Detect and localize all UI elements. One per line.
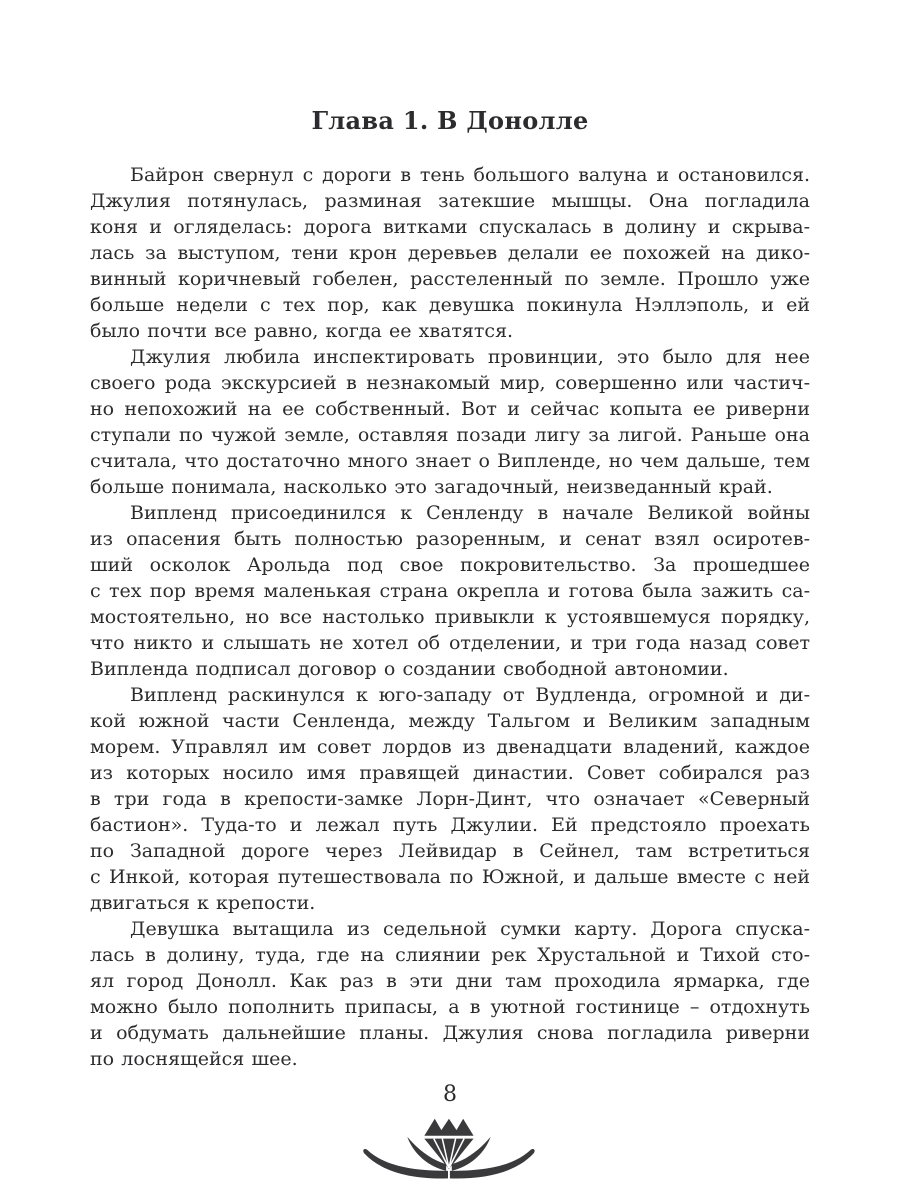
diamond-lotus-ornament [358, 1112, 538, 1188]
text-line: бастион». Туда-то и лежал путь Джулии. Ей предстояло проехать [90, 814, 810, 836]
text-line: своего рода экскурсией в незнакомый мир, совершенно или частич- [90, 372, 810, 394]
text-line: лась в долину, туда, где на слиянии рек Хрустальной и Тихой сто- [90, 944, 810, 966]
text-line: по Западной дороге через Лейвидар в Сейнел, там встретиться [90, 840, 810, 862]
text-line: морем. Управлял им совет лордов из двенадцати владений, каждое [90, 736, 810, 758]
text-line: с тех пор время маленькая страна окрепла и готова была зажить са- [90, 580, 810, 602]
text-line: можно было пополнить припасы, а в уютной гостинице – отдохнуть [90, 996, 810, 1018]
text-line: Випленда подписал договор о создании свободной автономии. [90, 658, 729, 680]
text-line: Джулия любила инспектировать провинции, это было для нее [130, 346, 810, 368]
text-line: Байрон свернул с дороги в тень большого валуна и остановился. [130, 164, 810, 186]
text-line: больше понимала, насколько это загадочный, неизведанный край. [90, 476, 773, 498]
paragraph [90, 162, 810, 344]
text-line: Випленд присоединился к Сенленду в начале Великой войны [130, 502, 810, 524]
text-line: в три года в крепости-замке Лорн-Динт, что означает «Северный [90, 788, 810, 810]
text-line: по лоснящейся шее. [90, 1048, 298, 1070]
diamond-crown [424, 1119, 473, 1136]
text-line: кой южной части Сенленда, между Тальгом и Великим западным [90, 710, 810, 732]
paragraph [90, 500, 810, 682]
text-line: мостоятельно, но все настолько привыкли к устоявшемуся порядку, [90, 606, 810, 628]
text-line: считала, что достаточно много знает о Випленде, но чем дальше, тем [90, 450, 810, 472]
chapter-body [90, 162, 810, 1072]
paragraph [90, 682, 810, 916]
text-line: лась за выступом, тени крон деревьев делали ее похожей на дико- [90, 242, 810, 264]
text-line: винный коричневый гобелен, расстеленный по земле. Прошло уже [90, 268, 810, 290]
paragraph [90, 344, 810, 500]
text-line: Девушка вытащила из седельной сумки карту. Дорога спуска- [130, 918, 810, 940]
text-line: Випленд раскинулся к юго-западу от Вудленда, огромной и ди- [130, 684, 810, 706]
text-line: с Инкой, которая путешествовала по Южной, и дальше вместе с ней [90, 866, 810, 888]
text-line: ступали по чужой земле, оставляя позади лигу за лигой. Раньше она [90, 424, 810, 446]
page-number: 8 [443, 1082, 457, 1107]
chapter-title: Глава 1. В Донолле [311, 106, 589, 135]
paragraph [90, 916, 810, 1072]
text-line: но непохожий на ее собственный. Вот и сейчас копыта ее риверни [90, 398, 810, 420]
text-line: было почти все равно, когда ее хватятся. [90, 320, 514, 342]
text-line: коня и огляделась: дорога витками спускалась в долину и скрыва- [90, 216, 810, 238]
text-line: больше недели с тех пор, как девушка покинула Нэллэполь, и ей [90, 294, 810, 316]
text-line: ял город Донолл. Как раз в эти дни там проходила ярмарка, где [90, 970, 810, 992]
text-line: из которых носило имя правящей династии. Совет собирался раз [90, 762, 810, 784]
text-line: двигаться к крепости. [90, 892, 316, 914]
text-line: и обдумать дальнейшие планы. Джулия снова погладила риверни [90, 1022, 810, 1044]
text-line: Джулия потянулась, разминая затекшие мышцы. Она погладила [90, 190, 810, 212]
text-line: что никто и слышать не хотел об отделении, и три года назад совет [90, 632, 810, 654]
text-line: ший осколок Арольда под свое покровительство. За прошедшее [90, 554, 810, 576]
text-line: из опасения быть полностью разоренным, и сенат взял осиротев- [90, 528, 810, 550]
